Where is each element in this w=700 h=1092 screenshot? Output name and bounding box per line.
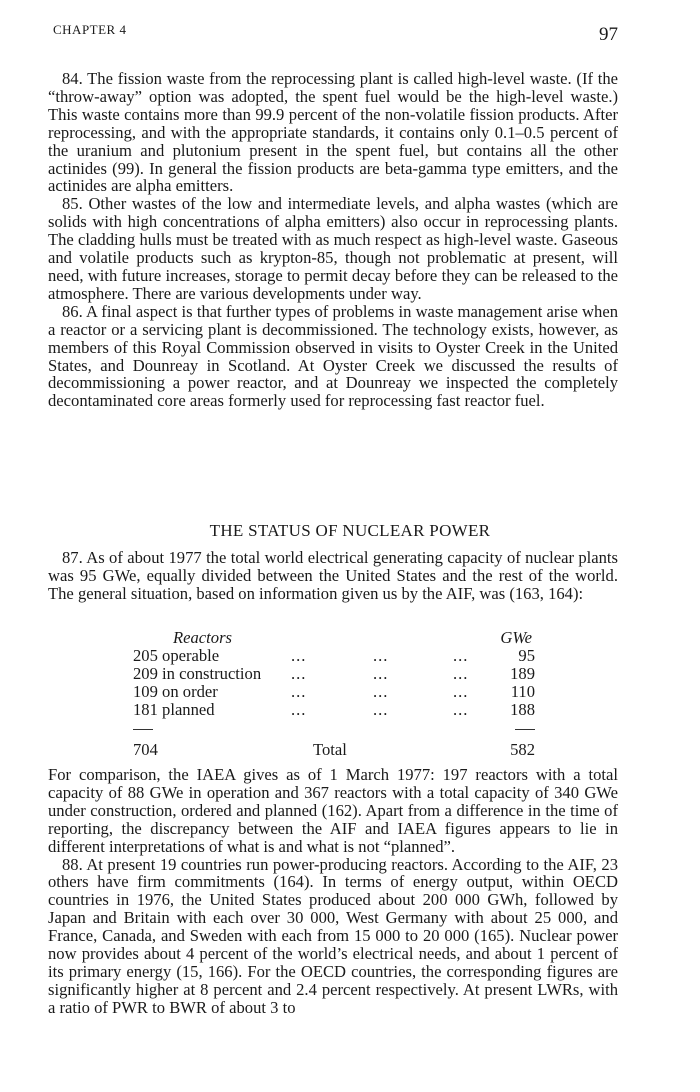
leader-dots: ...: [291, 646, 307, 665]
table-total-row: [133, 741, 535, 759]
total-reactors: 704: [133, 740, 158, 759]
row-value: 188: [510, 700, 535, 719]
leader-dots: ...: [453, 664, 469, 683]
paragraph-comparison: For comparison, the IAEA gives as of 1 March 1977: 197 reactors with a total capacity of 88 GWe in operation and 367 reactors with a total capacity of 340 GWe under construction, ordered and planned (162). Apart from a difference in the time of reporting, the discrepancy between the AIF and IAEA figures appears to lie in different interpretations of what is and what is not “planned”.: [48, 765, 618, 856]
running-head-chapter: CHAPTER 4: [53, 22, 127, 37]
row-value: 110: [510, 682, 535, 701]
row-label: 209 in construction: [133, 664, 262, 683]
column-header-gwe: GWe: [500, 628, 532, 647]
paragraph-87: 87. As of about 1977 the total world electrical generating capacity of nuclear plants was 95 GWe, equally divided between the United States and the rest of the world. The general situation, based on information given us by the AIF, was (163, 164):: [48, 548, 618, 603]
reactor-status-table: [133, 629, 535, 759]
paragraphs-comparison-88: [48, 766, 618, 1017]
table-row: [133, 701, 535, 719]
leader-dots: ...: [453, 682, 469, 701]
table-row: [133, 665, 535, 683]
leader-dots: ...: [373, 682, 389, 701]
section-heading: THE STATUS OF NUCLEAR POWER: [209, 521, 491, 540]
table-row: [133, 647, 535, 665]
row-label: 205 operable: [133, 646, 220, 665]
total-rule-right: [515, 729, 535, 730]
paragraph-87-block: [48, 549, 618, 603]
paragraph-86: 86. A final aspect is that further types of problems in waste management arise when a reactor or a servicing plant is decommissioned. The technology exists, however, as members of this Royal Commission observed in visits to Oyster Creek in the United States, and Dounreay in Scotland. At Oyster Creek we discussed the results of decommissioning a power reactor, and at Dounreay we inspected the completely decontaminated core areas formerly used for reprocessing fast reactor fuel.: [48, 301, 618, 411]
leader-dots: ...: [373, 664, 389, 683]
leader-dots: ...: [453, 700, 469, 719]
leader-dots: ...: [291, 664, 307, 683]
total-gwe: 582: [510, 740, 535, 759]
total-label: Total: [313, 740, 347, 759]
total-rules: [133, 719, 535, 741]
page-number: 97: [599, 24, 618, 45]
leader-dots: ...: [291, 682, 307, 701]
table-header: [133, 629, 535, 647]
total-rule-left: [133, 729, 153, 730]
row-value: 95: [518, 646, 535, 665]
table-row: [133, 683, 535, 701]
column-header-reactors: Reactors: [173, 628, 232, 647]
paragraphs-84-86: [48, 70, 618, 410]
row-label: 181 planned: [133, 700, 215, 719]
leader-dots: ...: [453, 646, 469, 665]
paragraph-85: 85. Other wastes of the low and intermediate levels, and alpha wastes (which are solids with high concentrations of alpha emitters) also occur in reprocessing plants. The cladding hulls must be treated with as much respect as high-level waste. Gaseous and volatile products such as krypton-85, though not problematic at present, will need, with future increases, storage to permit decay before they can be released to the atmosphere. There are various developments under way.: [48, 194, 618, 303]
leader-dots: ...: [291, 700, 307, 719]
row-label: 109 on order: [133, 682, 218, 701]
row-value: 189: [510, 664, 535, 683]
paragraph-84: 84. The fission waste from the reprocessing plant is called high-level waste. (If the “throw-away” option was adopted, the spent fuel would be the high-level waste.) This waste contains more than 99.9 percent of the non-volatile fission products. After reprocessing, and with the appropriate standards, it contains only 0.1–0.5 percent of the uranium and plutonium present in the spent fuel, but contains all the other actinides (99). In general the fission products are beta-gamma type emitters, and the actinides are alpha emitters.: [48, 69, 618, 196]
paragraph-88: 88. At present 19 countries run power-producing reactors. According to the AIF, 23 others have firm commitments (164). In terms of energy output, within OECD countries in 1976, the United States produced about 200 000 GWh, followed by Japan and Britain with each over 30 000, West Germany with about 25 000, and France, Canada, and Sweden with each from 15 000 to 20 000 (165). Nuclear power now provides about 4 percent of the world’s electrical needs, and about 1 percent of its primary energy (15, 166). For the OECD countries, the corresponding figures are significantly higher at 8 percent and 2.4 percent respectively. At present LWRs, with a ratio of PWR to BWR of about 3 to: [48, 854, 618, 1017]
leader-dots: ...: [373, 700, 389, 719]
leader-dots: ...: [373, 646, 389, 665]
